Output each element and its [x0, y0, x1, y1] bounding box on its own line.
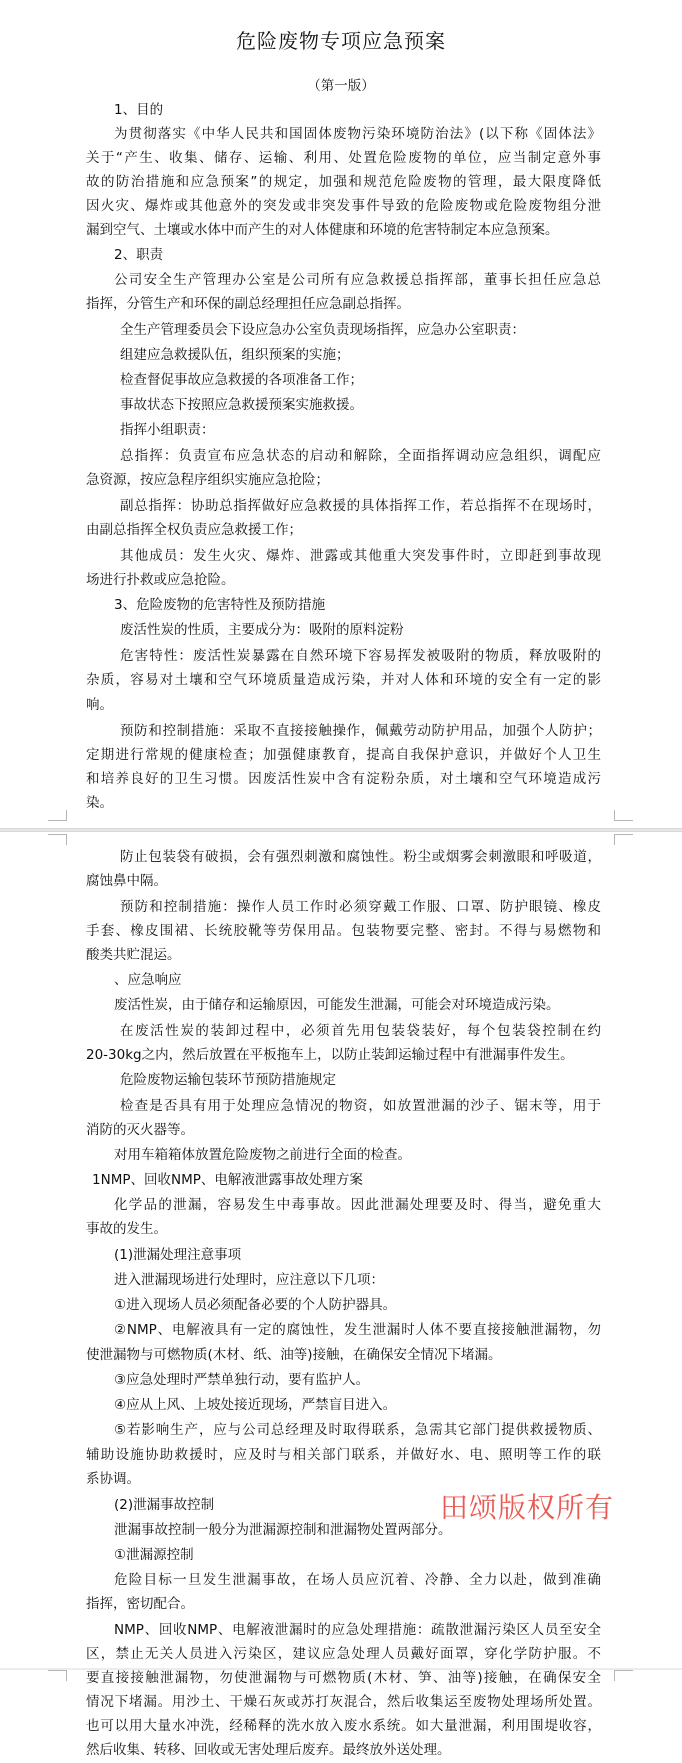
paragraph-line: 消防的灭火器等。 [86, 1122, 194, 1138]
page-corner-mark [48, 1670, 67, 1681]
paragraph-line: 防止包装袋有破损，会有强烈刺激和腐蚀性。粉尘或烟雾会刺激眼和呼吸道， [120, 849, 601, 865]
paragraph-line: 也可以用大量水冲洗，经稀释的洗水放入废水系统。如大量泄漏，利用围堤收容， [86, 1718, 601, 1734]
paragraph-line: 场进行扑救或应急抢险。 [86, 572, 235, 588]
paragraph-line: 和培养良好的卫生习惯。因废活性炭中含有淀粉杂质，对土壤和空气环境造成污 [86, 771, 601, 787]
paragraph-line: 检查是否具有用于处理应急情况的物资，如放置泄漏的沙子、锯末等，用于 [120, 1098, 601, 1114]
page-corner-mark [614, 810, 633, 821]
paragraph-line: 事故状态下按照应急救援预案实施救援。 [120, 397, 363, 413]
paragraph-line: 进入泄漏现场进行处理时，应注意以下几项： [114, 1272, 384, 1288]
paragraph-line: 关于“产生、收集、储存、运输、利用、处置危险废物的单位，应当制定意外事 [86, 150, 601, 166]
paragraph-line: 危害特性：废活性炭暴露在自然环境下容易挥发被吸附的物质，释放吸附的 [120, 648, 601, 664]
paragraph-line: 预防和控制措施：采取不直接接触操作，佩戴劳动防护用品，加强个人防护； [120, 723, 601, 739]
paragraph-line: 由副总指挥全权负责应急救援工作； [86, 522, 302, 538]
paragraph-line: ②NMP、电解液具有一定的腐蚀性，发生泄漏时人体不要直接接触泄漏物，勿 [114, 1322, 601, 1338]
paragraph-line: 危险目标一旦发生泄漏事故，在场人员应沉着、冷静、全力以赴，做到准确 [114, 1572, 601, 1588]
page-corner-mark [48, 810, 67, 821]
paragraph-line: 组建应急救援队伍，组织预案的实施； [120, 347, 350, 363]
page-corner-mark [614, 834, 633, 845]
paragraph-line: ④应从上风、上坡处接近现场，严禁盲目进入。 [114, 1397, 397, 1413]
paragraph-line: 对用车箱箱体放置危险废物之前进行全面的检查。 [114, 1147, 411, 1163]
paragraph-line: 指挥，分管生产和环保的副总经理担任应急副总指挥。 [86, 296, 410, 312]
paragraph-line: 情况下堵漏。用沙土、干燥石灰或苏打灰混合，然后收集运至废物处理场所处置。 [86, 1694, 601, 1710]
paragraph-line: 响。 [86, 697, 113, 713]
paragraph-line: 全生产管理委员会下设应急办公室负责现场指挥，应急办公室职责： [120, 322, 525, 338]
paragraph-line: 危险废物运输包装环节预防措施规定 [120, 1072, 336, 1088]
paragraph-line: 指挥，密切配合。 [86, 1596, 194, 1612]
paragraph-line: (2)泄漏事故控制 [114, 1497, 215, 1513]
paragraph-line: 废活性炭的性质，主要成分为：吸附的原料淀粉 [120, 622, 404, 638]
paragraph-line: 手套、橡皮围裙、长统胶靴等劳保用品。包装物要完整、密封。不得与易燃物和 [86, 923, 601, 939]
paragraph-line: 检查督促事故应急救援的各项准备工作； [120, 372, 363, 388]
paragraph-line: 急资源，按应急程序组织实施应急抢险； [86, 472, 329, 488]
paragraph-line: 公司安全生产管理办公室是公司所有应急救援总指挥部，董事长担任应急总 [114, 272, 601, 288]
paragraph-line: NMP、回收NMP、电解液泄漏时的应急处理措施：疏散泄漏污染区人员至安全 [114, 1622, 601, 1638]
paragraph-line: 系协调。 [86, 1471, 140, 1487]
paragraph-line: 泄漏事故控制一般分为泄漏源控制和泄漏物处置两部分。 [114, 1522, 452, 1538]
paragraph-line: 染。 [86, 795, 113, 811]
paragraph-line: 预防和控制措施：操作人员工作时必须穿戴工作服、口罩、防护眼镜、橡皮 [120, 899, 601, 915]
paragraph-line: 其他成员：发生火灾、爆炸、泄露或其他重大突发事件时，立即赶到事故现 [120, 548, 601, 564]
page-corner-mark [614, 1670, 633, 1681]
paragraph-line: 指挥小组职责： [120, 422, 215, 438]
paragraph-line: ⑤若影响生产，应与公司总经理及时取得联系，急需其它部门提供救援物质、 [114, 1422, 601, 1438]
paragraph-line: 因火灾、爆炸或其他意外的突发或非突发事件导致的危险废物或危险废物组分泄 [86, 198, 601, 214]
paragraph-line: 定期进行常规的健康检查；加强健康教育，提高自我保护意识，并做好个人卫生 [86, 747, 601, 763]
paragraph-line: 故的防治措施和应急预案”的规定，加强和规范危险废物的管理，最大限度降低 [86, 174, 601, 190]
paragraph-line: 在废活性炭的装卸过程中，必须首先用包装袋装好，每个包装袋控制在约 [120, 1023, 601, 1039]
paragraph-line: 事故的发生。 [86, 1221, 167, 1237]
section-heading: 3、危险废物的危害特性及预防措施 [114, 597, 326, 613]
paragraph-line: 腐蚀鼻中隔。 [86, 873, 167, 889]
section-heading: 1NMP、回收NMP、电解液泄露事故处理方案 [92, 1172, 363, 1188]
section-heading: 1、目的 [114, 102, 164, 118]
paragraph-line: 酸类共贮混运。 [86, 947, 181, 963]
section-heading: 、应急响应 [114, 972, 182, 988]
paragraph-line: 区，禁止无关人员进入污染区，建议应急处理人员戴好面罩，穿化学防护服。不 [86, 1646, 601, 1662]
paragraph-line: ③应急处理时严禁单独行动，要有监护人。 [114, 1372, 370, 1388]
copyright-watermark: 田颂版权所有 [440, 1491, 615, 1524]
paragraph-line: 漏到空气、土壤或水体中而产生的对人体健康和环境的危害特制定本应急预案。 [86, 222, 559, 238]
paragraph-line: ①泄漏源控制 [114, 1547, 194, 1563]
paragraph-line: 20-30kg之内，然后放置在平板拖车上，以防止装卸运输过程中有泄漏事件发生。 [86, 1047, 574, 1063]
paragraph-line: ①进入现场人员必须配备必要的个人防护器具。 [114, 1297, 397, 1313]
paragraph-line: 辅助设施协助救援时，应及时与相关部门联系，并做好水、电、照明等工作的联 [86, 1447, 601, 1463]
paragraph-line: 副总指挥：协助总指挥做好应急救援的具体指挥工作，若总指挥不在现场时， [120, 498, 601, 514]
paragraph-line: (1)泄漏处理注意事项 [114, 1247, 242, 1263]
section-heading: 2、职责 [114, 247, 164, 263]
document-edition: （第一版） [307, 78, 375, 94]
document-title: 危险废物专项应急预案 [236, 29, 446, 53]
page-corner-mark [48, 834, 67, 845]
paragraph-line: 然后收集、转移、回收或无害处理后废弃。最终放外送处理。 [86, 1742, 451, 1758]
paragraph-line: 使泄漏物与可燃物质(木材、纸、油等)接触，在确保安全情况下堵漏。 [86, 1347, 502, 1363]
paragraph-line: 杂质，容易对土壤和空气环境质量造成污染，并对人体和环境的安全有一定的影 [86, 672, 601, 688]
paragraph-line: 化学品的泄漏，容易发生中毒事故。因此泄漏处理要及时、得当，避免重大 [114, 1197, 601, 1213]
paragraph-line: 为贯彻落实《中华人民共和国固体废物污染环境防治法》(以下称《固体法》 [114, 126, 601, 142]
paragraph-line: 总指挥：负责宣布应急状态的启动和解除，全面指挥调动应急组织，调配应 [120, 448, 601, 464]
paragraph-line: 废活性炭，由于储存和运输原因，可能发生泄漏，可能会对环境造成污染。 [114, 997, 560, 1013]
paragraph-line: 要直接接触泄漏物，勿使泄漏物与可燃物质(木材、笋、油等)接触，在确保安全 [86, 1670, 601, 1686]
